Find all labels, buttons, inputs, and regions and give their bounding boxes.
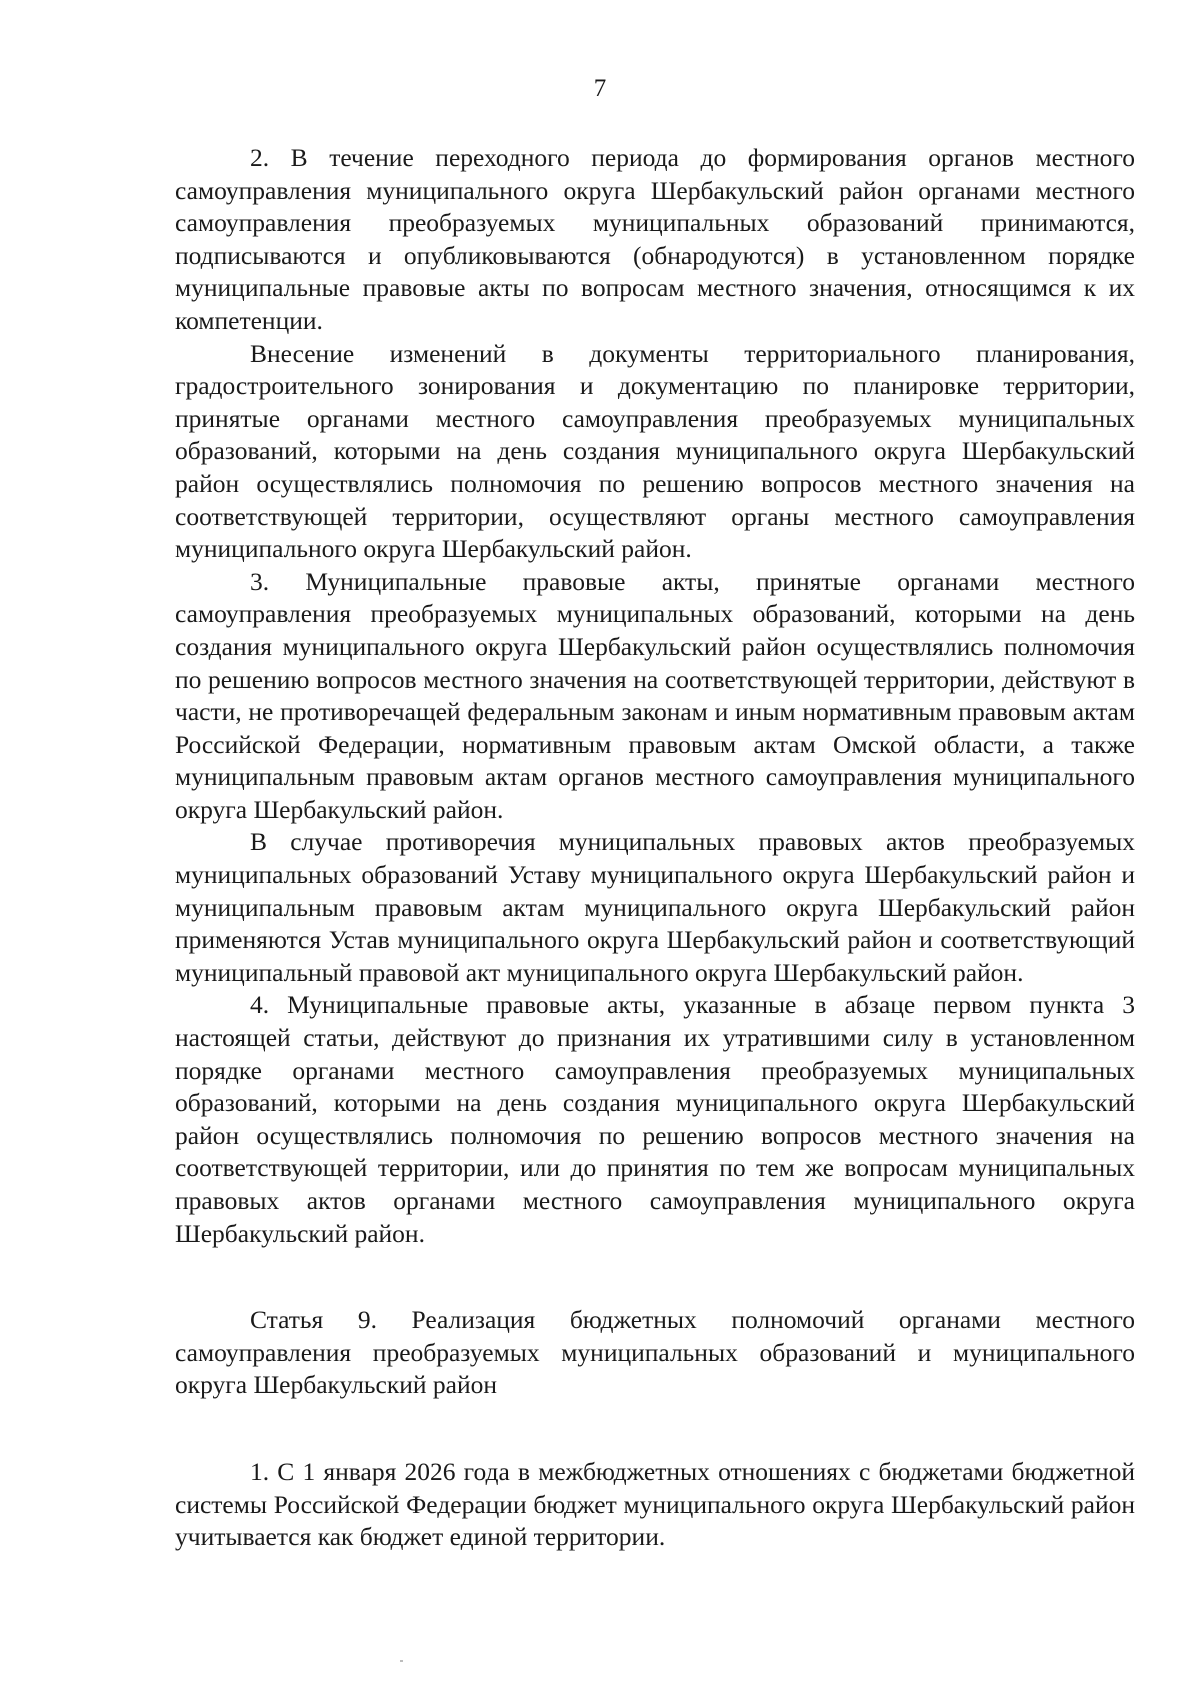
paragraph-item-3: 3. Муниципальные правовые акты, принятые органами местного самоуправления преобразуемых муниципальных образований, которыми на день создания муниципального округа Шербакульский район осуществлялись полномочия по решению вопросов местного значения на соответствующей территории, действуют в части, не противоречащей федеральным законам и иным нормативным правовым актам Российской Федерации, нормативным правовым актам Омской области, а также муниципальным правовым актам органов местного самоуправления муниципального округа Шербакульский район. <box>175 566 1135 824</box>
article-heading: Статья 9. Реализация бюджетных полномочий органами местного самоуправления преобразуемых муниципальных образований и муниципального округа Шербакульский район <box>175 1305 1135 1400</box>
paragraph-article-9-item-1: 1. С 1 января 2026 года в межбюджетных отношениях с бюджетами бюджетной системы Российской Федерации бюджет муниципального округа Шербакульский район учитывается как бюджет единой территории. <box>175 1456 1135 1552</box>
scan-speck <box>400 1660 403 1662</box>
paragraph-item-2: 2. В течение переходного периода до формирования органов местного самоуправления муниципального округа Шербакульский район органами местного самоуправления преобразуемых муниципальных образований принимаются, подписываются и опубликовываются (обнародуются) в установленном порядке муниципальные правовые акты по вопросам местного значения, относящимся к их компетенции. <box>175 143 1135 335</box>
paragraph-amendments: Внесение изменений в документы территориального планирования, градостроительного зонирования и документацию по планировке территории, принятые органами местного самоуправления преобразуемых муниципальных образований, которыми на день создания муниципального округа Шербакульский район осуществлялись полномочия по решению вопросов местного значения на соответствующей территории, осуществляют органы местного самоуправления муниципального округа Шербакульский район. <box>175 338 1135 564</box>
paragraph-contradiction: В случае противоречия муниципальных правовых актов преобразуемых муниципальных образований Уставу муниципального округа Шербакульский район и муниципальным правовым актам муниципального округа Шербакульский район применяются Устав муниципального округа Шербакульский район и соответствующий муниципальный правовой акт муниципального округа Шербакульский район. <box>175 827 1135 987</box>
page-number: 7 <box>593 75 607 102</box>
document-body <box>175 142 1135 1554</box>
paragraph-item-4: 4. Муниципальные правовые акты, указанные в абзаце первом пункта 3 настоящей статьи, действуют до признания их утратившими силу в установленном порядке органами местного самоуправления преобразуемых муниципальных образований, которыми на день создания муниципального округа Шербакульский район осуществлялись полномочия по решению вопросов местного значения на соответствующей территории, или до принятия по тем же вопросам муниципальных правовых актов органами местного самоуправления муниципального округа Шербакульский район. <box>175 990 1135 1248</box>
